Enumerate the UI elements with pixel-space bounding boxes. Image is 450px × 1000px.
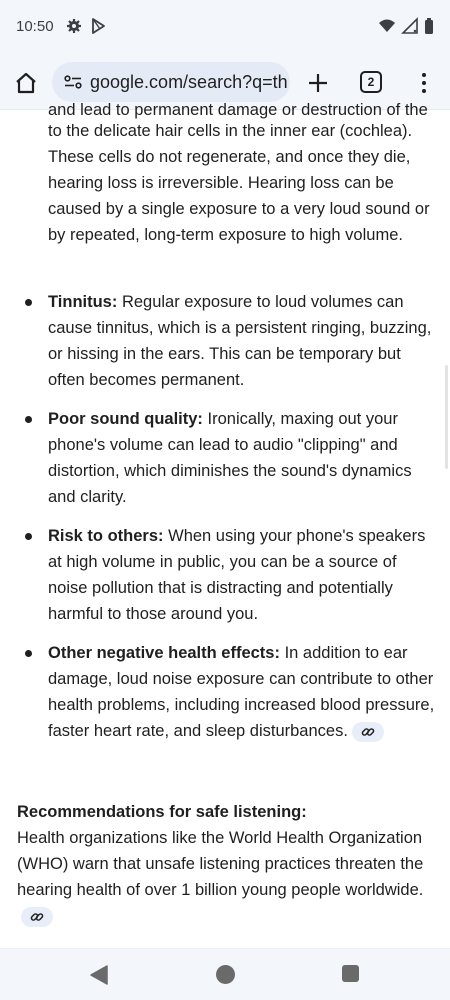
bullet-list xyxy=(0,289,450,757)
list-item xyxy=(0,523,450,627)
list-item xyxy=(0,289,450,393)
bullet-dot xyxy=(25,299,32,306)
tab-switcher-button[interactable] xyxy=(360,71,382,93)
more-vert-icon[interactable] xyxy=(414,68,434,98)
bullet-dot xyxy=(25,533,32,540)
source-link-chip[interactable] xyxy=(21,907,53,927)
play-store-icon xyxy=(90,18,106,39)
recommendations-body xyxy=(17,825,442,929)
bullet-dot xyxy=(25,416,32,423)
system-nav-bar xyxy=(0,948,450,1000)
search-result-content xyxy=(0,101,450,948)
source-link-chip[interactable] xyxy=(352,722,384,742)
home-button[interactable] xyxy=(10,68,42,98)
bullet-title: Risk to others: xyxy=(48,527,164,545)
intro-paragraph: to the delicate hair cells in the inner ear (cochlea). These cells do not regenerate, and once they die, hearing loss is irreversible. Hearing loss can be caused by a single exposure to a very loud sound or by repeated, long-term exposure to high volume. xyxy=(48,122,430,244)
site-settings-icon xyxy=(64,75,82,89)
bullet-text: Regular exposure to loud volumes can cause tinnitus, which is a persistent ringing, buzzing, or hissing in the ears. This can be temporary but often becomes permanent. xyxy=(48,293,432,389)
gear-icon xyxy=(66,18,82,39)
link-icon xyxy=(361,725,375,739)
bullet-title: Poor sound quality: xyxy=(48,410,203,428)
home-circle-icon[interactable] xyxy=(216,965,235,984)
url-text: google.com/search?q=th xyxy=(90,71,288,92)
scrollbar[interactable] xyxy=(445,365,448,469)
recents-icon[interactable] xyxy=(342,965,359,982)
bullet-dot xyxy=(25,650,32,657)
new-tab-button[interactable] xyxy=(304,68,332,98)
list-item xyxy=(0,406,450,510)
bullet-text: Ironically, maxing out your phone's volume can lead to audio "clipping" and distortion, which diminishes the sound's dynamics and clarity. xyxy=(48,410,412,506)
clipped-text-line: and lead to permanent damage or destruction of the xyxy=(48,101,428,119)
url-bar[interactable] xyxy=(52,62,290,102)
bullet-title: Tinnitus: xyxy=(48,293,118,311)
bullet-title: Other negative health effects: xyxy=(48,644,280,662)
plus-icon xyxy=(308,73,328,93)
status-bar xyxy=(0,0,450,56)
recommendations-text: Health organizations like the World Health Organization (WHO) warn that unsafe listening practices threaten the hearing health of over 1 billion young people worldwide. xyxy=(17,829,424,899)
recommendations-title: Recommendations for safe listening: xyxy=(17,803,307,821)
status-left-icons xyxy=(66,18,106,39)
battery-icon xyxy=(424,18,434,39)
status-time: 10:50 xyxy=(16,18,54,35)
signal-icon xyxy=(402,18,418,39)
back-icon[interactable] xyxy=(90,965,108,990)
bullet-text: In addition to ear damage, loud noise exposure can contribute to other health problems, including increased blood pressure, faster heart rate, and sleep disturbances. xyxy=(48,644,435,740)
list-item xyxy=(0,640,450,744)
wifi-icon xyxy=(378,19,396,38)
status-right-icons xyxy=(378,18,434,39)
bullet-text: When using your phone's speakers at high volume in public, you can be a source of noise pollution that is distracting and potentially harmful to those around you. xyxy=(48,527,426,623)
home-icon xyxy=(14,72,38,94)
tab-count: 2 xyxy=(367,75,375,89)
link-icon xyxy=(30,910,44,924)
